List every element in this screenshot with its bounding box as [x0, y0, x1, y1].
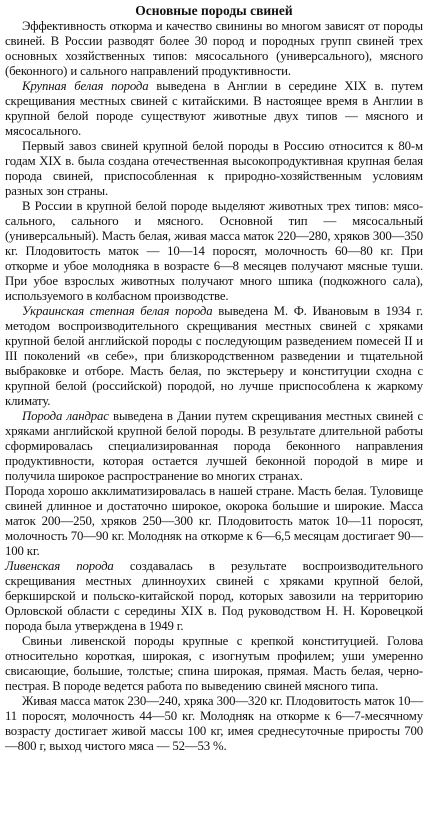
- breed-name: Ливенская порода: [5, 559, 114, 573]
- paragraph: [5, 484, 423, 559]
- paragraph-text: выведена в Англии в середине XIX в. путем скрещивания местных свиней с китайскими. В настоящее время в Англии в крупной белой породе существуют животные двух типов — мясного и мясосального.: [5, 79, 424, 138]
- paragraph: [5, 79, 423, 139]
- paragraph-text: Живая масса маток 230—240, хряка 300—320 кг. Плодовитость маток 10—11 поросят, молочность 44—50 кг. Молодняк на откорме к 6—7-месячному возрасту достигает живой массы 100 кг, имея среднесуточные приросты 700—800 г, выход чистого мяса — 52—53 %.: [5, 694, 423, 753]
- paragraph-text: Порода хорошо акклиматизировалась в нашей стране. Масть белая. Туловище свиней длинное и достаточно широкое, окорока большие и широкие. Масса маток 200—250, хряков 250—300 кг. Плодовитость маток 10—11 поросят, молочность 70—90 кг. Молодняк на откорме к 6—6,5 месяцам достигает 90—100 кг.: [5, 484, 423, 558]
- paragraph: [5, 139, 423, 199]
- paragraph-text: Свиньи ливенской породы крупные с крепкой конституцией. Голова относительно короткая, широкая, с изогнутым профилем; уши умеренно свисающие, большие, толстые; спина широкая, прямая. Масть белая, черно-пестрая. В породе ведется работа по выведению свиней мясного типа.: [5, 634, 423, 693]
- breed-name: Порода ландрас: [22, 409, 109, 423]
- paragraph-text: В России в крупной белой породе выделяют животных трех типов: мясо-сального, сального и мясного. Основной тип — мясосальный (универсальный). Масть белая, живая масса маток 220—280, хряков 300—350 кг. Плодовитость маток — 10—14 поросят, молочность 60—80 кг. При откорме и убое молодняка в возрасте 6—8 месяцев получают мясные туши. При убое взрослых животных получают много шпика (подкожного сала), используемого в колбасном производстве.: [5, 199, 423, 303]
- paragraph-text: создавалась в результате воспроизводительного скрещивания местных длинноухих свиней с хряками крупной белой, беркширской и польско-китайской пород, которых завозили на территорию Орловской области с середины XIX в. Под руководством Н. Н. Коровецкой порода была утверждена в 1949 г.: [5, 559, 423, 633]
- paragraph-text: Эффективность откорма и качество свинины во многом зависят от породы свиней. В России разводят более 30 пород и породных групп свиней трех основных хозяйственных типов: мясосального (универсального), мясного (беконного) и сального направлений продуктивности.: [5, 19, 423, 78]
- document-body: [5, 19, 423, 754]
- paragraph-text: Первый завоз свиней крупной белой породы в Россию относится к 80-м годам XIX в. была создана отечественная высокопродуктивная крупная белая порода свиней, приспособленная к природно-хозяйственным условиям разных зон страны.: [5, 139, 423, 198]
- paragraph: [5, 304, 423, 409]
- breed-name: Крупная белая порода: [22, 79, 149, 93]
- paragraph: [5, 559, 423, 634]
- breed-name: Украинская степная белая порода: [22, 304, 213, 318]
- paragraph-text: выведена М. Ф. Ивановым в 1934 г. методом воспроизводительного скрещивания местных свиней с хряками крупной белой английской породы с последующим разведением помесей II и III поколений «в себе», при близкородственном разведении и тщательной выбраковке и отборе. Масть белая, по экстерьеру и конституции сходна с крупной белой (российской) породой, но лучше приспособлена к жаркому климату.: [5, 304, 423, 408]
- paragraph-text: выведена в Дании путем скрещивания местных свиней с хряками английской крупной белой породы. В результате длительной работы сформировалась специализированная порода беконного направления продуктивности, которая остается лучшей беконной породой в мире и получила широкое распространение во многих странах.: [5, 409, 423, 483]
- paragraph: [5, 199, 423, 304]
- paragraph: [5, 19, 423, 79]
- section-title: Основные породы свиней: [135, 3, 293, 18]
- paragraph: [5, 409, 423, 484]
- paragraph: [5, 634, 423, 694]
- paragraph: [5, 694, 423, 754]
